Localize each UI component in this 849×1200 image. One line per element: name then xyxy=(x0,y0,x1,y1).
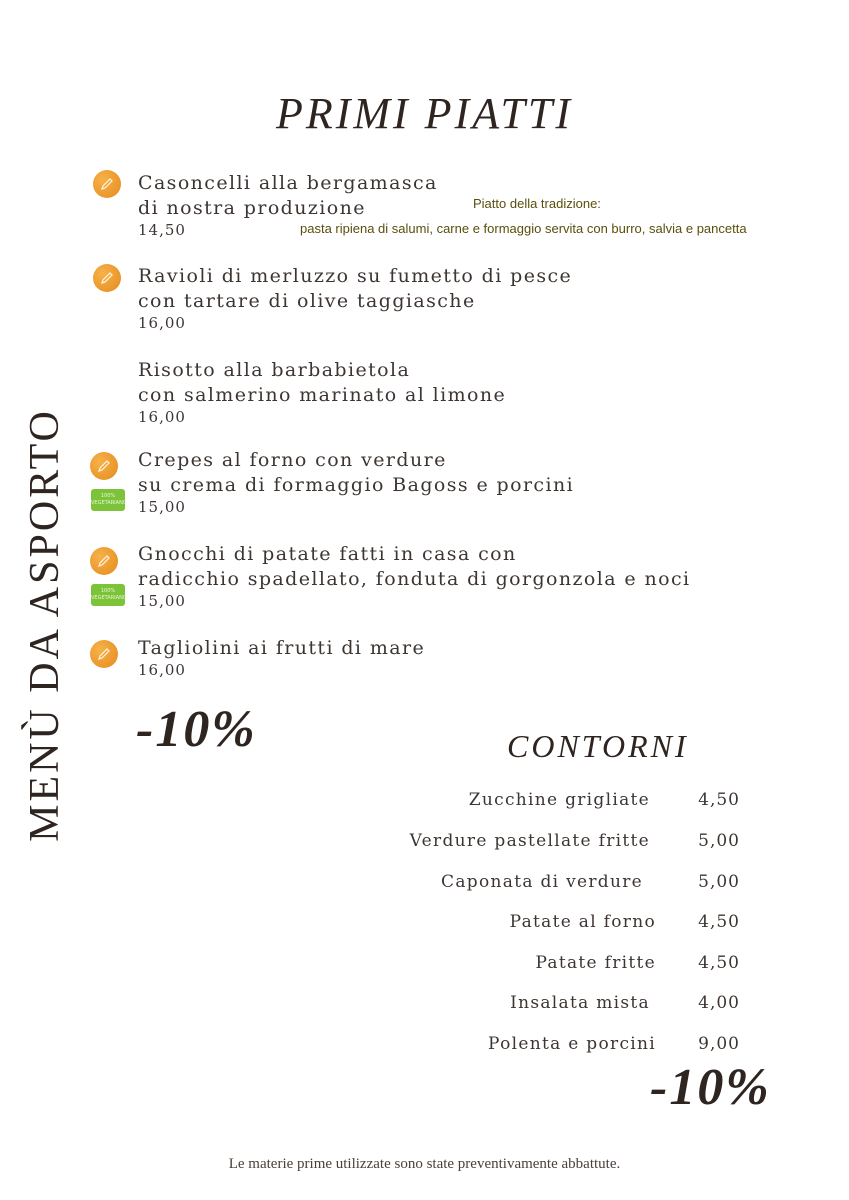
dish-price: 16,00 xyxy=(138,408,186,426)
side-dish-name: Insalata mista xyxy=(510,993,650,1013)
footer-note: Le materie prime utilizzate sono state preventivamente abbattute. xyxy=(228,1156,621,1172)
pencil-icon xyxy=(93,170,121,198)
side-dish-price: 9,00 xyxy=(698,1034,740,1054)
dish-crepes xyxy=(138,448,574,517)
side-dish-row xyxy=(380,790,740,814)
side-dish-price: 5,00 xyxy=(698,872,740,892)
tradition-note-heading: Piatto della tradizione: xyxy=(473,196,601,211)
pencil-icon xyxy=(93,264,121,292)
side-dish-name: Verdure pastellate fritte xyxy=(409,831,650,851)
tradition-note-text: pasta ripiena di salumi, carne e formaggio servita con burro, salvia e pancetta xyxy=(300,221,747,236)
side-dish-row xyxy=(380,993,740,1017)
dish-ravioli xyxy=(138,264,572,333)
dish-name-line: Tagliolini ai frutti di mare xyxy=(138,637,426,659)
side-dish-name: Zucchine grigliate xyxy=(468,790,650,810)
side-dish-name: Polenta e porcini xyxy=(488,1034,656,1054)
dish-price: 15,00 xyxy=(138,498,186,516)
pencil-icon xyxy=(90,640,118,668)
discount-primi: -10% xyxy=(136,701,257,758)
side-dish-price: 4,50 xyxy=(698,912,740,932)
side-dish-row xyxy=(380,1034,740,1058)
side-banner-text: MENÙ DA ASPORTO xyxy=(22,408,68,842)
dish-price: 16,00 xyxy=(138,314,186,332)
side-dish-name: Caponata di verdure xyxy=(441,872,643,892)
pencil-icon xyxy=(90,547,118,575)
discount-contorni: -10% xyxy=(650,1059,771,1116)
side-banner xyxy=(20,385,70,865)
pencil-icon xyxy=(90,452,118,480)
dish-name-line: di nostra produzione xyxy=(138,197,366,219)
dish-name-line: Casoncelli alla bergamasca xyxy=(138,172,438,194)
dish-gnocchi xyxy=(138,542,691,611)
side-dish-price: 4,50 xyxy=(698,790,740,810)
dish-price: 16,00 xyxy=(138,661,186,679)
dish-name-line: Ravioli di merluzzo su fumetto di pesce xyxy=(138,265,573,287)
dish-tagliolini xyxy=(138,636,425,680)
side-dish-price: 4,00 xyxy=(698,993,740,1013)
side-dish-row xyxy=(380,953,740,977)
side-dish-price: 4,50 xyxy=(698,953,740,973)
dish-name-line: Gnocchi di patate fatti in casa con xyxy=(138,543,517,565)
vegetarian-badge-icon: 100% VEGETARIANO xyxy=(91,489,125,511)
dish-name-line: con tartare di olive taggiasche xyxy=(138,290,476,312)
side-dish-name: Patate fritte xyxy=(535,953,656,973)
dish-name-line: con salmerino marinato al limone xyxy=(138,384,507,406)
side-dish-row xyxy=(380,912,740,936)
vegetarian-badge-icon: 100% VEGETARIANO xyxy=(91,584,125,606)
side-dish-name: Patate al forno xyxy=(509,912,656,932)
dish-price: 14,50 xyxy=(138,221,186,239)
dish-name-line: su crema di formaggio Bagoss e porcini xyxy=(138,474,575,496)
page-title: PRIMI PIATTI xyxy=(275,89,574,138)
dish-price: 15,00 xyxy=(138,592,186,610)
dish-name-line: Risotto alla barbabietola xyxy=(138,359,411,381)
dish-risotto xyxy=(138,358,506,427)
side-dish-row xyxy=(380,831,740,855)
contorni-title: CONTORNI xyxy=(507,728,689,764)
side-dish-row xyxy=(380,872,740,896)
dish-name-line: Crepes al forno con verdure xyxy=(138,449,447,471)
dish-name-line: radicchio spadellato, fonduta di gorgonzola e noci xyxy=(138,568,691,590)
side-dish-price: 5,00 xyxy=(698,831,740,851)
